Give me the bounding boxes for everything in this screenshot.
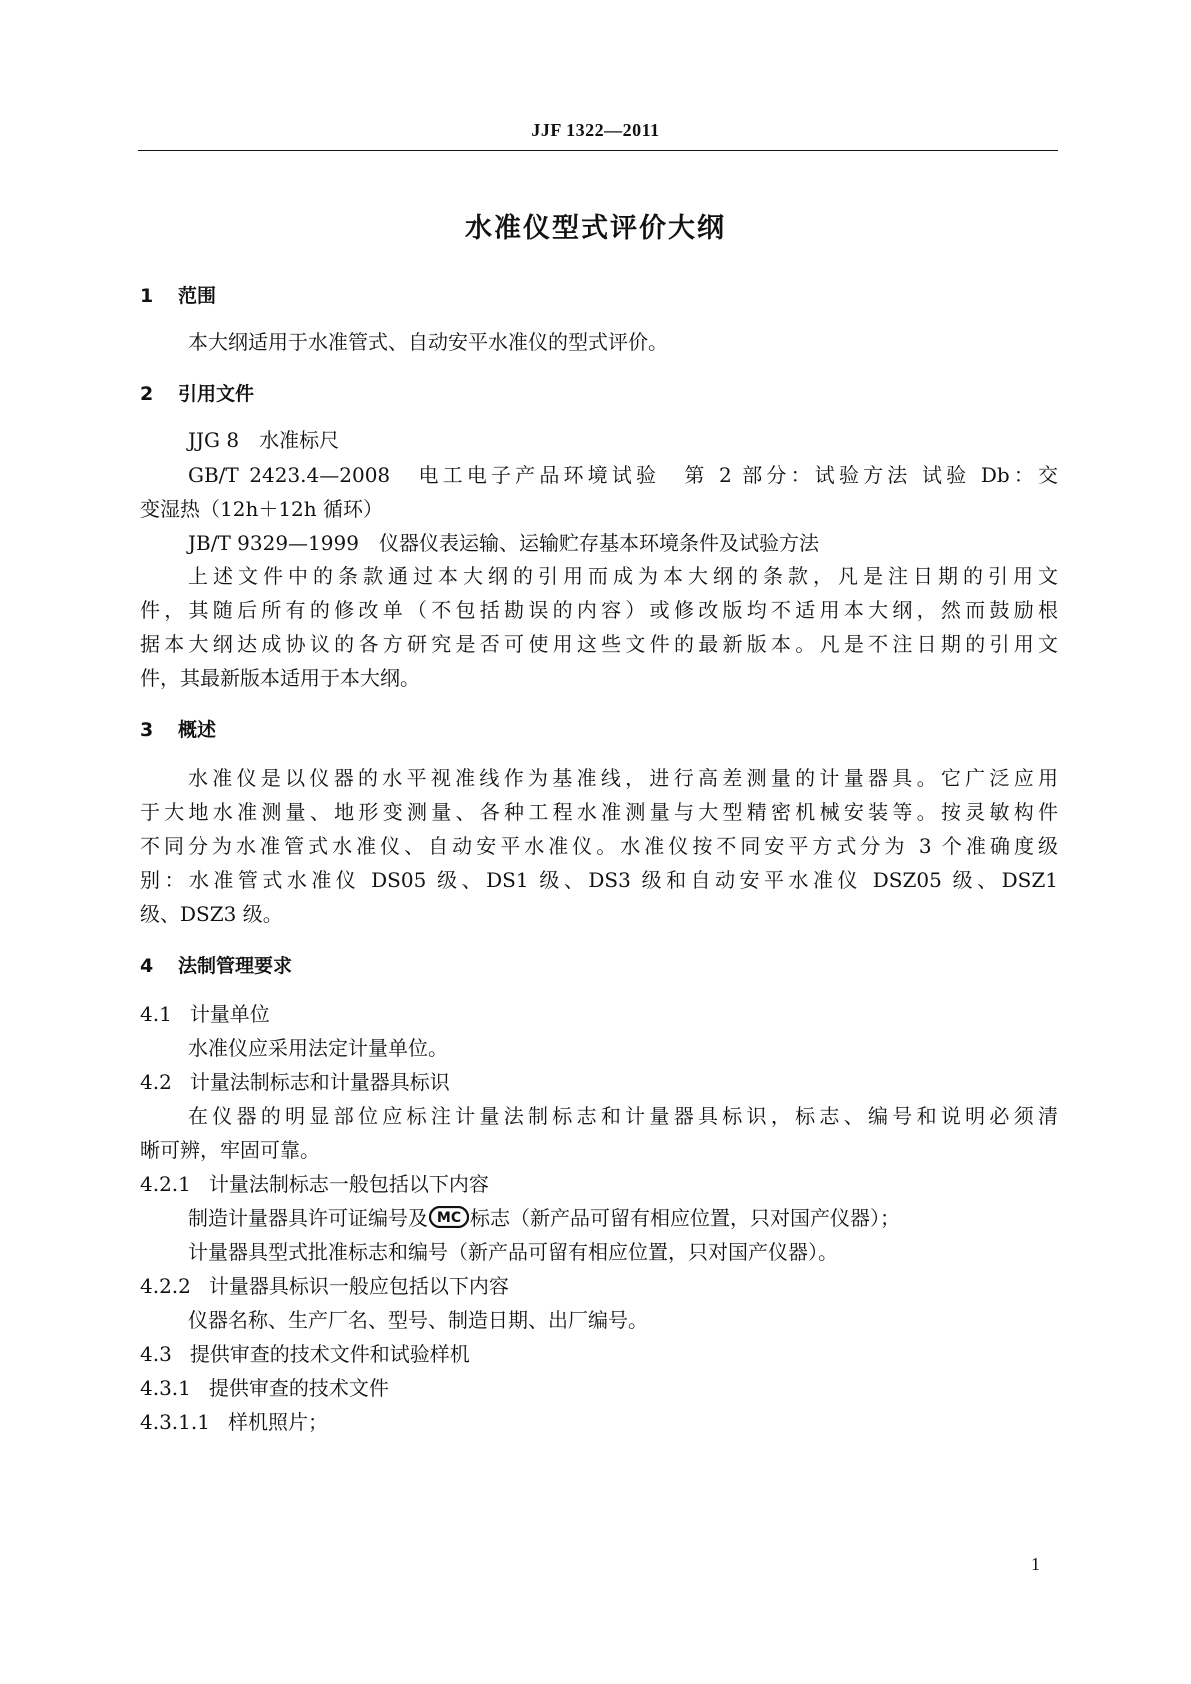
subsection-number: 4.3 [140,1342,172,1366]
overview-line2: 于大地水准测量、地形变测量、各种工程水准测量与大型精密机械安装等。按灵敏构件 [140,800,1058,824]
scope-paragraph: 本大纲适用于水准管式、自动安平水准仪的型式评价。 [188,330,668,354]
references-note-line2: 件，其随后所有的修改单（不包括勘误的内容）或修改版均不适用本大纲，然而鼓励根 [140,598,1058,622]
subsection-4-3-1-heading [140,1375,389,1401]
page-number: 1 [1031,1554,1040,1574]
subsection-4-3-heading [140,1341,470,1367]
header-rule [138,150,1058,151]
subsection-4-1-heading [140,1001,270,1027]
subsection-number: 4.2.2 [140,1274,191,1298]
marking-paragraph-line2: 晰可辨，牢固可靠。 [140,1138,320,1162]
section-number: 2 [140,383,154,405]
subsection-title: 计量法制标志一般包括以下内容 [208,1172,489,1196]
subsection-4-3-1-1-heading [140,1409,328,1435]
subsection-title: 计量单位 [189,1002,270,1026]
units-paragraph: 水准仪应采用法定计量单位。 [188,1036,448,1060]
legal-mark-line2: 计量器具型式批准标志和编号（新产品可留有相应位置，只对国产仪器）。 [188,1240,838,1264]
overview-line5: 级、DSZ3 级。 [140,902,283,926]
reference-gbt2423-line2: 变湿热（12h＋12h 循环） [140,497,384,521]
section-1-heading [140,281,216,308]
section-3-heading [140,715,216,742]
subsection-4-2-heading [140,1069,450,1095]
legal-mark-text-a: 制造计量器具许可证编号及 [188,1206,428,1230]
subsection-title: 提供审查的技术文件和试验样机 [189,1342,470,1366]
subsection-title: 提供审查的技术文件 [208,1376,389,1400]
subsection-title: 计量器具标识一般应包括以下内容 [208,1274,509,1298]
section-title: 引用文件 [178,383,255,405]
section-number: 1 [140,285,154,307]
mc-mark-label: MC [436,1210,462,1226]
section-title: 法制管理要求 [178,955,293,977]
subsection-number: 4.2.1 [140,1172,191,1196]
section-title: 概述 [178,719,217,741]
legal-mark-text-b: 标志（新产品可留有相应位置，只对国产仪器）； [470,1206,900,1230]
standard-code: JJF 1322—2011 [531,120,660,140]
document-title: 水准仪型式评价大纲 [465,213,726,244]
subsection-number: 4.3.1 [140,1376,191,1400]
subsection-number: 4.1 [140,1002,172,1026]
overview-line4: 别：水准管式水准仪 DS05 级、DS1 级、DS3 级和自动安平水准仪 DSZ05 级、DSZ1 [140,868,1058,892]
subsection-title: 计量法制标志和计量器具标识 [189,1070,450,1094]
subsection-title: 样机照片； [227,1410,328,1434]
section-number: 4 [140,955,154,977]
reference-jbt9329: JB/T 9329—1999 仪器仪表运输、运输贮存基本环境条件及试验方法 [188,531,819,555]
subsection-4-2-2-heading [140,1273,509,1299]
section-4-heading [140,951,292,978]
section-2-heading [140,379,254,406]
reference-jjg8: JJG 8 水准标尺 [188,428,340,452]
mc-mark-icon [429,1206,469,1234]
marking-paragraph-line1: 在仪器的明显部位应标注计量法制标志和计量器具标识，标志、编号和说明必须清 [188,1104,1058,1128]
overview-line1: 水准仪是以仪器的水平视准线作为基准线，进行高差测量的计量器具。它广泛应用 [188,766,1058,790]
section-title: 范围 [178,285,217,307]
references-note-line1: 上述文件中的条款通过本大纲的引用而成为本大纲的条款，凡是注日期的引用文 [188,564,1058,588]
legal-mark-line1 [188,1205,900,1234]
reference-gbt2423-line1: GB/T 2423.4—2008 电工电子产品环境试验 第 2 部分：试验方法 试验 Db：交 [188,463,1058,487]
instrument-id-paragraph: 仪器名称、生产厂名、型号、制造日期、出厂编号。 [188,1308,648,1332]
references-note-line3: 据本大纲达成协议的各方研究是否可使用这些文件的最新版本。凡是不注日期的引用文 [140,632,1058,656]
section-number: 3 [140,719,154,741]
subsection-4-2-1-heading [140,1171,489,1197]
overview-line3: 不同分为水准管式水准仪、自动安平水准仪。水准仪按不同安平方式分为 3 个准确度级 [140,834,1058,858]
subsection-number: 4.2 [140,1070,172,1094]
references-note-line4: 件，其最新版本适用于本大纲。 [140,666,420,690]
subsection-number: 4.3.1.1 [140,1410,210,1434]
